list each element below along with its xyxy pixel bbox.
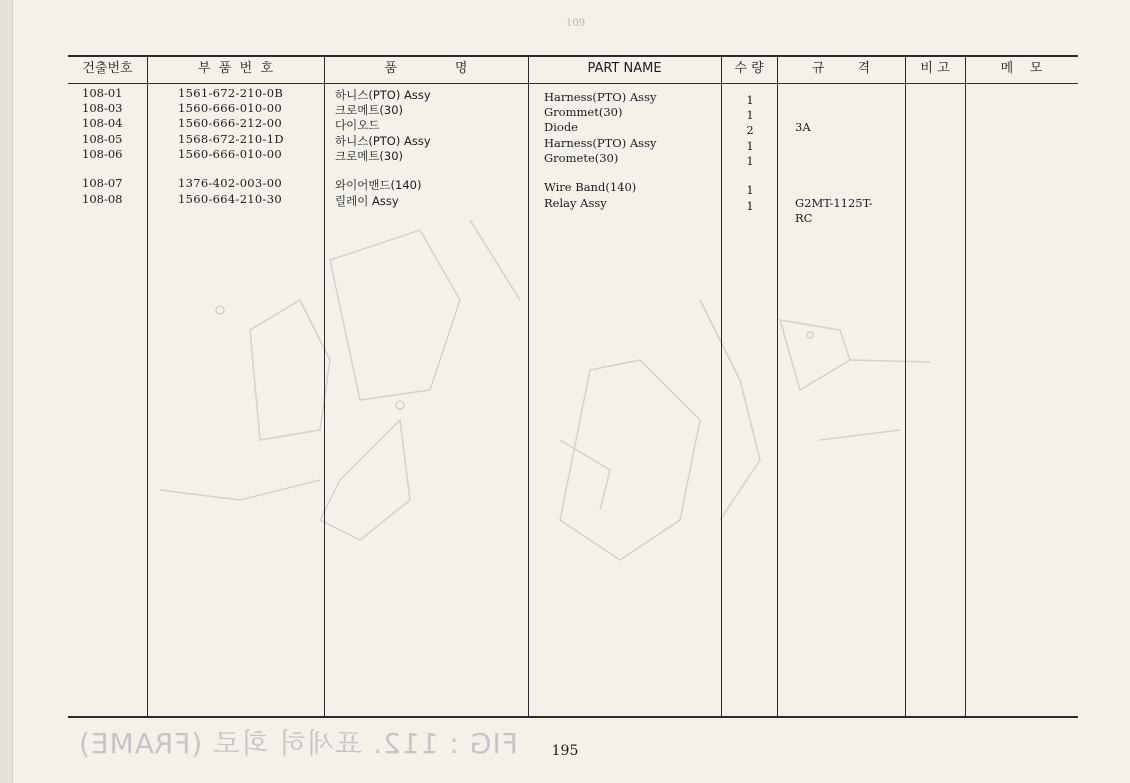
column-divider (965, 55, 966, 718)
column-divider (777, 55, 778, 718)
korean-name-cell: 와이어밴드(140) (335, 178, 422, 193)
quantity-cell: 2 (746, 123, 754, 138)
bleed-through-caption: FIG : 112. 표세허 회로 (FRAME) (78, 727, 518, 760)
page-number: 195 (551, 743, 579, 759)
part-number-cell: 1560-666-010-00 (178, 146, 282, 161)
header-remark: 비 고 (920, 61, 950, 76)
part-number-column (178, 86, 328, 207)
part-name-cell: Harness(PTO) Assy (544, 90, 657, 104)
table-bottom-rule (68, 716, 1078, 718)
code-cell: 108-01 (82, 86, 123, 100)
code-cell: 108-06 (82, 146, 123, 161)
header-spec: 규 격 (811, 61, 871, 76)
part-name-cell: Gromete(30) (544, 150, 619, 165)
part-number-cell: 1376-402-003-00 (178, 176, 282, 191)
korean-name-cell: 하니스(PTO) Assy (335, 133, 431, 148)
part-name-cell: Relay Assy (544, 195, 607, 210)
code-cell: 108-08 (82, 191, 123, 206)
column-divider (528, 55, 529, 718)
korean-name-column (335, 88, 525, 209)
header-korean-name: 품 명 (384, 61, 468, 76)
header-quantity: 수 량 (734, 61, 764, 76)
part-number-cell: 1560-664-210-30 (178, 191, 282, 206)
korean-name-cell: 크로메트(30) (335, 103, 404, 118)
parts-table (68, 55, 1078, 717)
quantity-cell: 1 (746, 153, 754, 168)
quantity-cell: 1 (746, 108, 754, 123)
spec-cell: RC (795, 211, 813, 226)
header-part-name: PART NAME (587, 61, 662, 76)
bleed-through-top-mark: 109 (566, 18, 586, 29)
part-name-cell: Wire Band(140) (544, 180, 637, 195)
code-cell: 108-05 (82, 131, 123, 146)
spec-cell: 3A (795, 120, 811, 134)
code-column (82, 86, 152, 207)
header-part-number: 부 품 번 호 (197, 61, 274, 76)
row-gap (544, 166, 724, 181)
header-memo: 메 모 (1000, 61, 1043, 76)
header-code: 건출번호 (82, 61, 133, 76)
korean-name-cell: 크로메트(30) (335, 148, 404, 163)
part-name-cell: Diode (544, 120, 578, 135)
page-binding-edge (0, 0, 13, 783)
part-number-cell: 1560-666-010-00 (178, 101, 282, 116)
row-gap (178, 162, 328, 177)
code-cell: 108-07 (82, 176, 123, 191)
spec-column (795, 120, 895, 227)
code-cell: 108-04 (82, 116, 123, 131)
part-number-cell: 1568-672-210-1D (178, 131, 284, 146)
spec-cell: G2MT-1125T- (795, 196, 873, 211)
row-gap (335, 164, 525, 179)
table-header-rule (68, 83, 1078, 84)
part-name-cell: Harness(PTO) Assy (544, 135, 657, 150)
code-cell: 108-03 (82, 101, 123, 116)
part-name-column (544, 90, 724, 211)
part-number-cell: 1560-666-212-00 (178, 116, 282, 131)
korean-name-cell: 릴레이 Assy (335, 193, 399, 208)
korean-name-cell: 하니스(PTO) Assy (335, 88, 431, 102)
quantity-cell: 1 (746, 183, 754, 198)
quantity-cell: 1 (746, 198, 754, 213)
quantity-column (744, 93, 756, 214)
row-gap (744, 169, 756, 184)
row-gap (82, 162, 152, 177)
column-divider (905, 55, 906, 718)
part-name-cell: Grommet(30) (544, 105, 623, 120)
quantity-cell: 1 (746, 138, 754, 153)
quantity-cell: 1 (746, 93, 754, 107)
korean-name-cell: 다이오드 (335, 118, 380, 133)
part-number-cell: 1561-672-210-0B (178, 86, 284, 100)
